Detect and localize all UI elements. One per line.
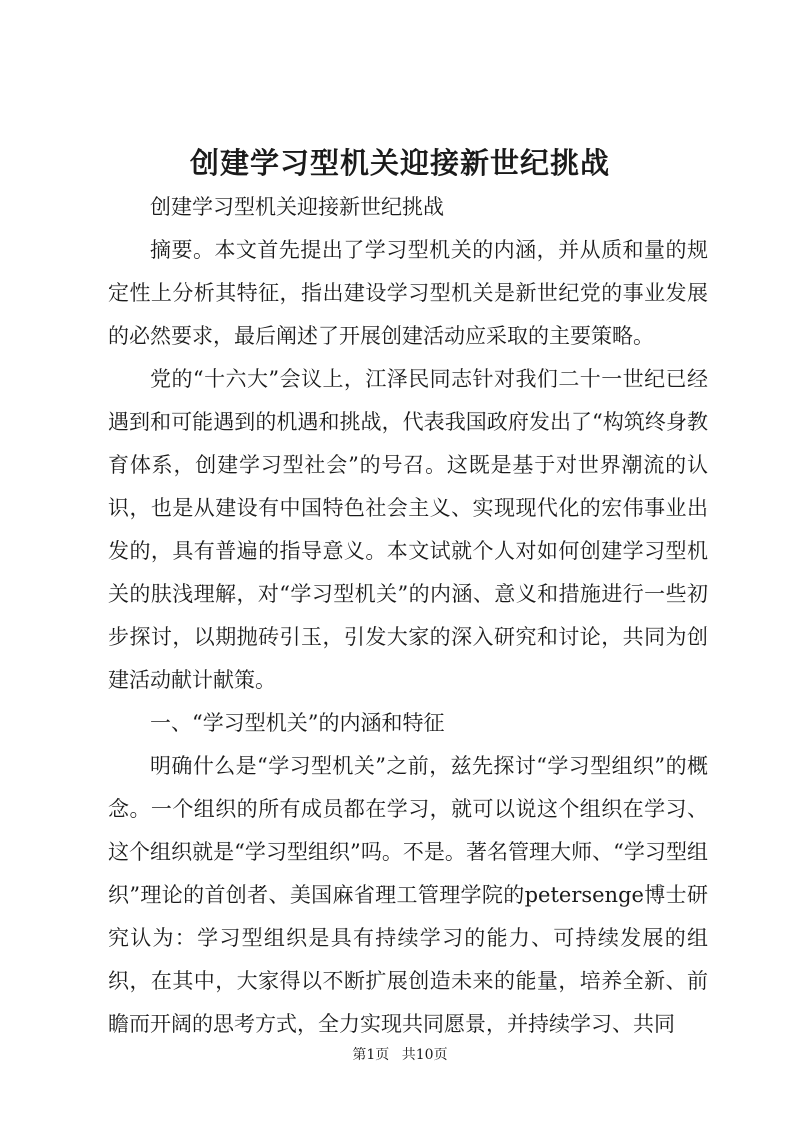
section-heading: 一、“学习型机关”的内涵和特征 bbox=[150, 711, 445, 735]
subtitle-paragraph: 创建学习型机关迎接新世纪挑战 bbox=[150, 195, 444, 219]
page-total: 共10页 bbox=[401, 1047, 448, 1063]
intro-paragraph: 党的“十六大”会议上，江泽民同志针对我们二十一世纪已经遇到和可能遇到的机遇和挑战，代表我国政府发出了“构筑终身教育体系，创建学习型社会”的号召。这既是基于对世界潮流的认识，也是从建设有中国特色社会主义、实现现代化的宏伟事业出发的，具有普遍的指导意义。本文试就个人对如何创建学习型机关的肤浅理解，对“学习型机关”的内涵、意义和措施进行一些初步探讨，以期抛砖引玉，引发大家的深入研究和讨论，共同为创建活动献计献策。 bbox=[108, 367, 708, 692]
document-body bbox=[108, 186, 708, 1046]
page-footer bbox=[0, 1045, 800, 1065]
abstract-paragraph: 摘要。本文首先提出了学习型机关的内涵，并从质和量的规定性上分析其特征，指出建设学习型机关是新世纪党的事业发展的必然要求，最后阐述了开展创建活动应采取的主要策略。 bbox=[108, 238, 708, 348]
body-paragraph: 明确什么是“学习型机关”之前，兹先探讨“学习型组织”的概念。一个组织的所有成员都在学习，就可以说这个组织在学习、这个组织就是“学习型组织”吗。不是。著名管理大师、“学习型组织”理论的首创者、美国麻省理工管理学院的petersenge博士研究认为：学习型组织是具有持续学习的能力、可持续发展的组织，在其中，大家得以不断扩展创造未来的能量，培养全新、前瞻而开阔的思考方式，全力实现共同愿景，并持续学习、共同 bbox=[108, 754, 708, 1036]
page-title: 创建学习型机关迎接新世纪挑战 bbox=[189, 146, 610, 180]
page-number: 第1页 bbox=[352, 1047, 390, 1063]
